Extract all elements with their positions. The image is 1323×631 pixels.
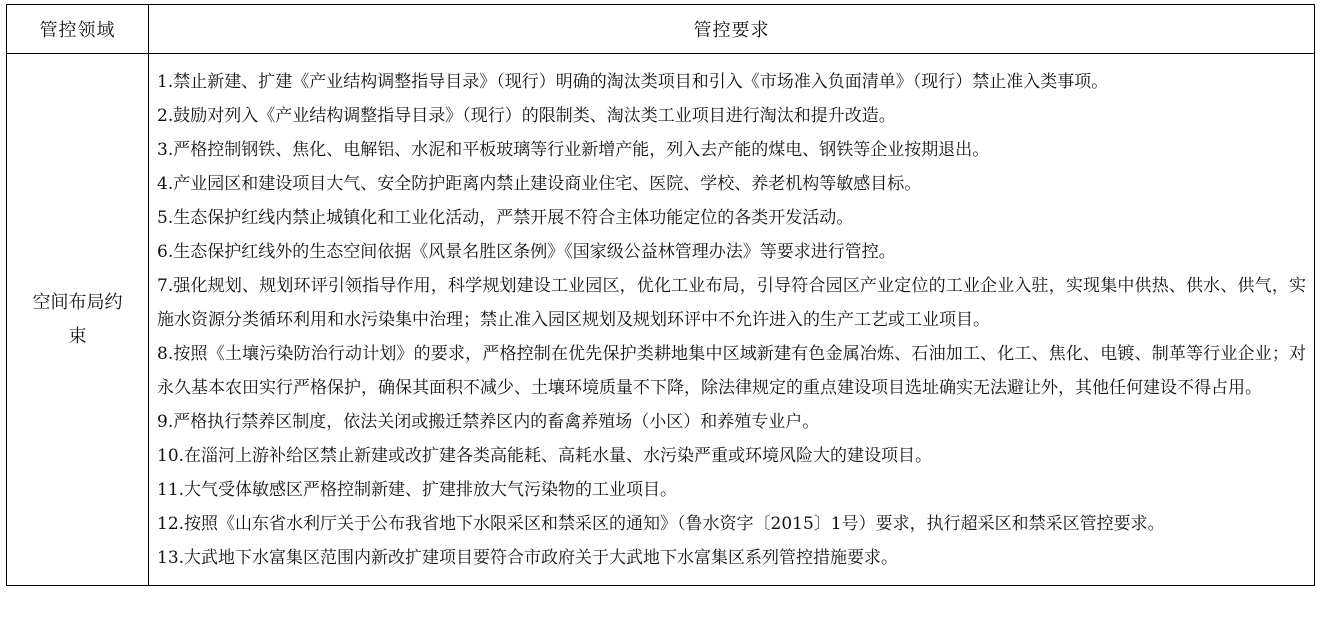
requirement-item: 1.禁止新建、扩建《产业结构调整指导目录》（现行）明确的淘汰类项目和引入《市场准入负面清单》（现行）禁止准入类事项。 xyxy=(157,72,1109,92)
domain-cell: 空间布局约束 xyxy=(7,54,149,586)
requirement-item: 5.生态保护红线内禁止城镇化和工业化活动，严禁开展不符合主体功能定位的各类开发活动。 xyxy=(157,208,854,228)
header-control-domain: 管控领域 xyxy=(7,5,149,54)
requirement-item: 4.产业园区和建设项目大气、安全防护距离内禁止建设商业住宅、医院、学校、养老机构等敏感目标。 xyxy=(157,174,922,194)
table-header-row xyxy=(7,5,1315,54)
requirement-item: 11.大气受体敏感区严格控制新建、扩建排放大气污染物的工业项目。 xyxy=(157,480,678,500)
requirement-item: 2.鼓励对列入《产业结构调整指导目录》（现行）的限制类、淘汰类工业项目进行淘汰和提升改造。 xyxy=(157,106,896,126)
header-control-requirements: 管控要求 xyxy=(149,5,1315,54)
requirement-item: 13.大武地下水富集区范围内新改扩建项目要符合市政府关于大武地下水富集区系列管控措施要求。 xyxy=(157,548,899,568)
requirement-item: 7.强化规划、规划环评引领指导作用，科学规划建设工业园区，优化工业布局，引导符合园区产业定位的工业企业入驻，实现集中供热、供水、供气，实施水资源分类循环利用和水污染集中治理；禁止准入园区规划及规划环评中不允许进入的生产工艺或工业项目。 xyxy=(157,276,1306,330)
requirement-item: 12.按照《山东省水利厅关于公布我省地下水限采区和禁采区的通知》（鲁水资字〔2015〕1号）要求，执行超采区和禁采区管控要求。 xyxy=(157,514,1165,534)
requirement-item: 8.按照《土壤污染防治行动计划》的要求，严格控制在优先保护类耕地集中区域新建有色金属冶炼、石油加工、化工、焦化、电镀、制革等行业企业；对永久基本农田实行严格保护，确保其面积不减少、土壤环境质量不下降，除法律规定的重点建设项目选址确实无法避让外，其他任何建设不得占用。 xyxy=(157,344,1306,398)
requirement-item: 9.严格执行禁养区制度，依法关闭或搬迁禁养区内的畜禽养殖场（小区）和养殖专业户。 xyxy=(157,412,820,432)
requirement-item: 3.严格控制钢铁、焦化、电解铝、水泥和平板玻璃等行业新增产能，列入去产能的煤电、钢铁等企业按期退出。 xyxy=(157,140,990,160)
requirement-item: 10.在淄河上游补给区禁止新建或改扩建各类高能耗、高耗水量、水污染严重或环境风险大的建设项目。 xyxy=(157,446,933,466)
requirement-item: 6.生态保护红线外的生态空间依据《风景名胜区条例》《国家级公益林管理办法》等要求进行管控。 xyxy=(157,242,896,262)
table-row xyxy=(7,54,1315,586)
control-requirements-table xyxy=(6,4,1315,586)
requirements-cell xyxy=(149,54,1315,586)
